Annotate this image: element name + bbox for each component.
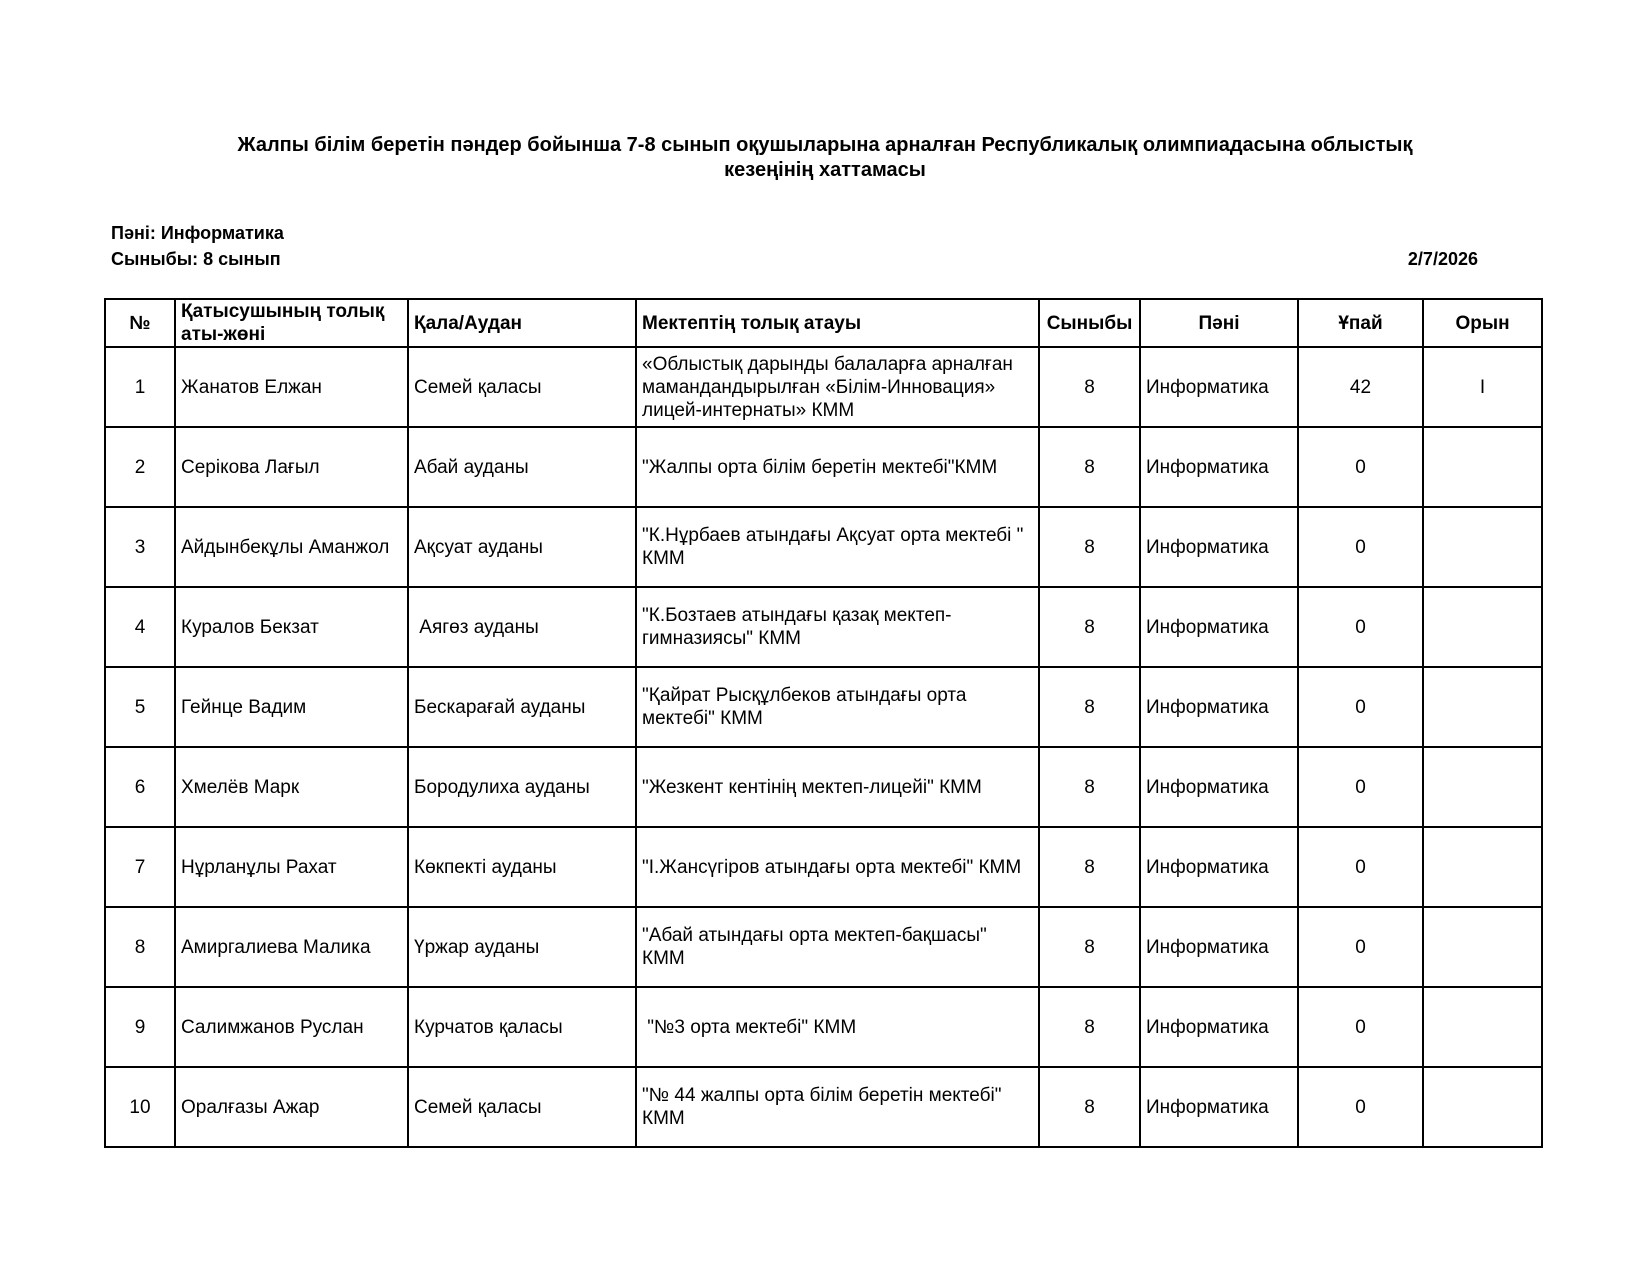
cell-grade: 8 xyxy=(1039,987,1140,1067)
table-row xyxy=(105,907,1542,987)
cell-num: 3 xyxy=(105,507,175,587)
header-score: Ұпай xyxy=(1298,299,1423,347)
cell-score: 0 xyxy=(1298,1067,1423,1147)
cell-school: "Абай атындағы орта мектеп-бақшасы" КММ xyxy=(636,907,1039,987)
cell-num: 9 xyxy=(105,987,175,1067)
cell-num: 10 xyxy=(105,1067,175,1147)
table-row xyxy=(105,667,1542,747)
cell-grade: 8 xyxy=(1039,427,1140,507)
cell-score: 0 xyxy=(1298,747,1423,827)
table-header-row xyxy=(105,299,1542,347)
cell-school: "№ 44 жалпы орта білім беретін мектебі" КММ xyxy=(636,1067,1039,1147)
cell-name: Айдынбекұлы Аманжол xyxy=(175,507,408,587)
cell-place xyxy=(1423,907,1542,987)
cell-school: "І.Жансүгіров атындағы орта мектебі" КММ xyxy=(636,827,1039,907)
cell-score: 0 xyxy=(1298,587,1423,667)
cell-place xyxy=(1423,747,1542,827)
cell-name: Жанатов Елжан xyxy=(175,347,408,427)
cell-place xyxy=(1423,987,1542,1067)
cell-name: Серікова Лағыл xyxy=(175,427,408,507)
cell-score: 0 xyxy=(1298,507,1423,587)
cell-grade: 8 xyxy=(1039,907,1140,987)
header-num: № xyxy=(105,299,175,347)
table-row xyxy=(105,1067,1542,1147)
header-place: Орын xyxy=(1423,299,1542,347)
cell-city: Бородулиха ауданы xyxy=(408,747,636,827)
cell-score: 0 xyxy=(1298,667,1423,747)
cell-grade: 8 xyxy=(1039,1067,1140,1147)
cell-name: Амиргалиева Малика xyxy=(175,907,408,987)
document-date: 2/7/2026 xyxy=(1407,249,1478,269)
cell-score: 0 xyxy=(1298,907,1423,987)
cell-school: "Қайрат Рысқұлбеков атындағы орта мектебі" КММ xyxy=(636,667,1039,747)
table-row xyxy=(105,827,1542,907)
title-line-2: кезеңінің хаттамасы xyxy=(724,159,926,181)
cell-place xyxy=(1423,587,1542,667)
cell-num: 5 xyxy=(105,667,175,747)
table-row xyxy=(105,587,1542,667)
cell-city: Ақсуат ауданы xyxy=(408,507,636,587)
cell-place xyxy=(1423,1067,1542,1147)
cell-place xyxy=(1423,827,1542,907)
cell-grade: 8 xyxy=(1039,507,1140,587)
cell-num: 8 xyxy=(105,907,175,987)
cell-subject: Информатика xyxy=(1140,907,1298,987)
cell-subject: Информатика xyxy=(1140,827,1298,907)
cell-city: Аягөз ауданы xyxy=(408,587,636,667)
header-school: Мектептің толық атауы xyxy=(636,299,1039,347)
cell-school: "Жалпы орта білім беретін мектебі"КММ xyxy=(636,427,1039,507)
cell-place xyxy=(1423,427,1542,507)
cell-subject: Информатика xyxy=(1140,1067,1298,1147)
cell-subject: Информатика xyxy=(1140,587,1298,667)
table-row xyxy=(105,347,1542,427)
cell-score: 0 xyxy=(1298,427,1423,507)
cell-name: Оралғазы Ажар xyxy=(175,1067,408,1147)
cell-place xyxy=(1423,507,1542,587)
cell-grade: 8 xyxy=(1039,827,1140,907)
cell-school: "Жезкент кентінің мектеп-лицейі" КММ xyxy=(636,747,1039,827)
cell-subject: Информатика xyxy=(1140,347,1298,427)
table-row xyxy=(105,507,1542,587)
cell-num: 4 xyxy=(105,587,175,667)
header-subject: Пәні xyxy=(1140,299,1298,347)
cell-place xyxy=(1423,667,1542,747)
cell-city: Курчатов қаласы xyxy=(408,987,636,1067)
cell-name: Гейнце Вадим xyxy=(175,667,408,747)
cell-name: Салимжанов Руслан xyxy=(175,987,408,1067)
header-city: Қала/Аудан xyxy=(408,299,636,347)
cell-subject: Информатика xyxy=(1140,747,1298,827)
cell-city: Семей қаласы xyxy=(408,1067,636,1147)
cell-num: 6 xyxy=(105,747,175,827)
results-table xyxy=(104,298,1543,1148)
cell-city: Үржар ауданы xyxy=(408,907,636,987)
cell-city: Көкпекті ауданы xyxy=(408,827,636,907)
cell-grade: 8 xyxy=(1039,747,1140,827)
cell-num: 1 xyxy=(105,347,175,427)
cell-school: "К.Бозтаев атындағы қазақ мектеп-гимназиясы" КММ xyxy=(636,587,1039,667)
cell-city: Бескарағай ауданы xyxy=(408,667,636,747)
table-row xyxy=(105,427,1542,507)
title-line-1: Жалпы білім беретін пәндер бойынша 7-8 сынып оқушыларына арналған Республикалық олимпиадасына облыстық xyxy=(237,134,1413,156)
document-title xyxy=(0,133,1650,183)
cell-city: Семей қаласы xyxy=(408,347,636,427)
cell-place: I xyxy=(1423,347,1542,427)
header-grade: Сыныбы xyxy=(1039,299,1140,347)
cell-grade: 8 xyxy=(1039,667,1140,747)
cell-subject: Информатика xyxy=(1140,427,1298,507)
cell-subject: Информатика xyxy=(1140,987,1298,1067)
cell-subject: Информатика xyxy=(1140,507,1298,587)
cell-score: 42 xyxy=(1298,347,1423,427)
cell-name: Куралов Бекзат xyxy=(175,587,408,667)
header-name: Қатысушының толық аты-жөні xyxy=(175,299,408,347)
cell-grade: 8 xyxy=(1039,587,1140,667)
cell-score: 0 xyxy=(1298,827,1423,907)
table-row xyxy=(105,987,1542,1067)
cell-school: «Облыстық дарынды балаларға арналған мамандандырылған «Білім-Инновация» лицей-интернаты» КММ xyxy=(636,347,1039,427)
cell-grade: 8 xyxy=(1039,347,1140,427)
cell-school: "К.Нұрбаев атындағы Ақсуат орта мектебі " КММ xyxy=(636,507,1039,587)
cell-num: 2 xyxy=(105,427,175,507)
cell-subject: Информатика xyxy=(1140,667,1298,747)
cell-name: Нұрланұлы Рахат xyxy=(175,827,408,907)
cell-school: "№3 орта мектебі" КММ xyxy=(636,987,1039,1067)
cell-name: Хмелёв Марк xyxy=(175,747,408,827)
subject-line: Пәні: Информатика xyxy=(111,223,284,243)
grade-line: Сыныбы: 8 сынып xyxy=(111,249,281,269)
document-meta xyxy=(111,220,284,272)
table-row xyxy=(105,747,1542,827)
cell-score: 0 xyxy=(1298,987,1423,1067)
cell-num: 7 xyxy=(105,827,175,907)
cell-city: Абай ауданы xyxy=(408,427,636,507)
